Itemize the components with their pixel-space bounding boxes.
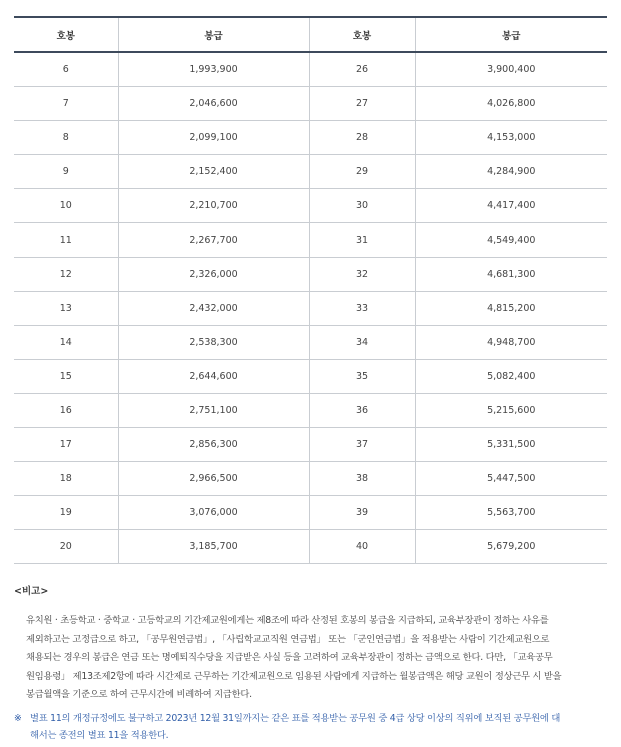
notes-line: 원임용령」 제13조제2항에 따라 시간제로 근무하는 기간제교원으로 임용된 사람에게 지급하는 월봉급액은 해당 교원이 정상근무 시 받을 — [26, 670, 562, 682]
table-row — [14, 189, 607, 223]
salary-table — [14, 16, 607, 564]
header-salary-right: 봉급 — [415, 17, 607, 52]
header-row — [14, 17, 607, 52]
salary-right-cell: 4,948,700 — [415, 325, 607, 359]
grade-right-cell: 35 — [309, 359, 415, 393]
salary-left-cell: 2,966,500 — [118, 462, 309, 496]
table-row — [14, 325, 607, 359]
table-row — [14, 121, 607, 155]
table-row — [14, 462, 607, 496]
grade-left-cell: 16 — [14, 393, 118, 427]
salary-right-cell: 4,815,200 — [415, 291, 607, 325]
salary-left-cell: 2,751,100 — [118, 393, 309, 427]
table-row — [14, 257, 607, 291]
salary-right-cell: 5,447,500 — [415, 462, 607, 496]
grade-right-cell: 37 — [309, 428, 415, 462]
salary-left-cell: 2,856,300 — [118, 428, 309, 462]
table-row — [14, 87, 607, 121]
grade-right-cell: 30 — [309, 189, 415, 223]
salary-left-cell: 1,993,900 — [118, 52, 309, 87]
table-row — [14, 223, 607, 257]
salary-right-cell: 4,284,900 — [415, 155, 607, 189]
salary-left-cell: 2,099,100 — [118, 121, 309, 155]
notes-line: 봉급월액을 기준으로 하여 근무시간에 비례하여 지급한다. — [26, 689, 252, 701]
footnote-text — [30, 711, 610, 744]
grade-left-cell: 8 — [14, 121, 118, 155]
grade-left-cell: 17 — [14, 428, 118, 462]
grade-left-cell: 20 — [14, 530, 118, 564]
salary-right-cell: 4,549,400 — [415, 223, 607, 257]
salary-right-cell: 5,082,400 — [415, 359, 607, 393]
notes-line: 채용되는 경우의 봉급은 연금 또는 명예퇴직수당을 지급받은 사실 등을 고려하여 교육부장관이 정하는 금액으로 한다. 다만, 「교육공무 — [26, 652, 553, 664]
grade-right-cell: 40 — [309, 530, 415, 564]
table-row — [14, 428, 607, 462]
header-grade-right: 호봉 — [309, 17, 415, 52]
salary-left-cell: 2,326,000 — [118, 257, 309, 291]
grade-right-cell: 38 — [309, 462, 415, 496]
grade-left-cell: 13 — [14, 291, 118, 325]
notes-body — [26, 612, 606, 705]
grade-right-cell: 34 — [309, 325, 415, 359]
grade-right-cell: 39 — [309, 496, 415, 530]
salary-right-cell: 5,679,200 — [415, 530, 607, 564]
salary-left-cell: 2,538,300 — [118, 325, 309, 359]
grade-left-cell: 6 — [14, 52, 118, 87]
grade-right-cell: 32 — [309, 257, 415, 291]
salary-left-cell: 2,432,000 — [118, 291, 309, 325]
table-row — [14, 393, 607, 427]
grade-left-cell: 9 — [14, 155, 118, 189]
grade-right-cell: 26 — [309, 52, 415, 87]
salary-right-cell: 3,900,400 — [415, 52, 607, 87]
table-row — [14, 52, 607, 87]
salary-right-cell: 4,681,300 — [415, 257, 607, 291]
salary-table-body — [14, 52, 607, 564]
notes-title: <비고> — [14, 586, 49, 597]
salary-left-cell: 3,076,000 — [118, 496, 309, 530]
salary-left-cell: 2,046,600 — [118, 87, 309, 121]
grade-right-cell: 29 — [309, 155, 415, 189]
table-row — [14, 359, 607, 393]
header-grade-left: 호봉 — [14, 17, 118, 52]
salary-left-cell: 2,644,600 — [118, 359, 309, 393]
salary-left-cell: 2,267,700 — [118, 223, 309, 257]
salary-right-cell: 5,563,700 — [415, 496, 607, 530]
salary-left-cell: 2,210,700 — [118, 189, 309, 223]
salary-table-header — [14, 17, 607, 52]
footnote — [14, 711, 610, 744]
grade-left-cell: 10 — [14, 189, 118, 223]
grade-right-cell: 28 — [309, 121, 415, 155]
grade-right-cell: 33 — [309, 291, 415, 325]
grade-right-cell: 31 — [309, 223, 415, 257]
salary-right-cell: 4,153,000 — [415, 121, 607, 155]
salary-right-cell: 5,331,500 — [415, 428, 607, 462]
table-row — [14, 291, 607, 325]
salary-left-cell: 2,152,400 — [118, 155, 309, 189]
grade-left-cell: 11 — [14, 223, 118, 257]
footnote-line: 별표 11의 개정규정에도 불구하고 2023년 12월 31일까지는 같은 표를 적용받는 공무원 중 4급 상당 이상의 직위에 보직된 공무원에 대 — [30, 713, 561, 724]
header-salary-left: 봉급 — [118, 17, 309, 52]
grade-left-cell: 7 — [14, 87, 118, 121]
grade-right-cell: 36 — [309, 393, 415, 427]
salary-left-cell: 3,185,700 — [118, 530, 309, 564]
footnote-line: 해서는 종전의 별표 11을 적용한다. — [30, 729, 169, 741]
notes-line: 제외하고는 고정급으로 하고, 「공무원연금법」, 「사립학교교직원 연금법」 또는 「군인연금법」을 적용받는 사람이 기간제교원으로 — [26, 633, 550, 645]
salary-right-cell: 5,215,600 — [415, 393, 607, 427]
grade-left-cell: 14 — [14, 325, 118, 359]
grade-left-cell: 15 — [14, 359, 118, 393]
grade-right-cell: 27 — [309, 87, 415, 121]
salary-right-cell: 4,417,400 — [415, 189, 607, 223]
grade-left-cell: 19 — [14, 496, 118, 530]
notes-line: 유치원 · 초등학교 · 중학교 · 고등학교의 기간제교원에게는 제8조에 따라 산정된 호봉의 봉급을 지급하되, 교육부장관이 정하는 사유를 — [26, 615, 549, 626]
table-row — [14, 530, 607, 564]
salary-right-cell: 4,026,800 — [415, 87, 607, 121]
reference-mark-icon: ※ — [14, 713, 22, 724]
grade-left-cell: 12 — [14, 257, 118, 291]
grade-left-cell: 18 — [14, 462, 118, 496]
table-row — [14, 155, 607, 189]
table-row — [14, 496, 607, 530]
